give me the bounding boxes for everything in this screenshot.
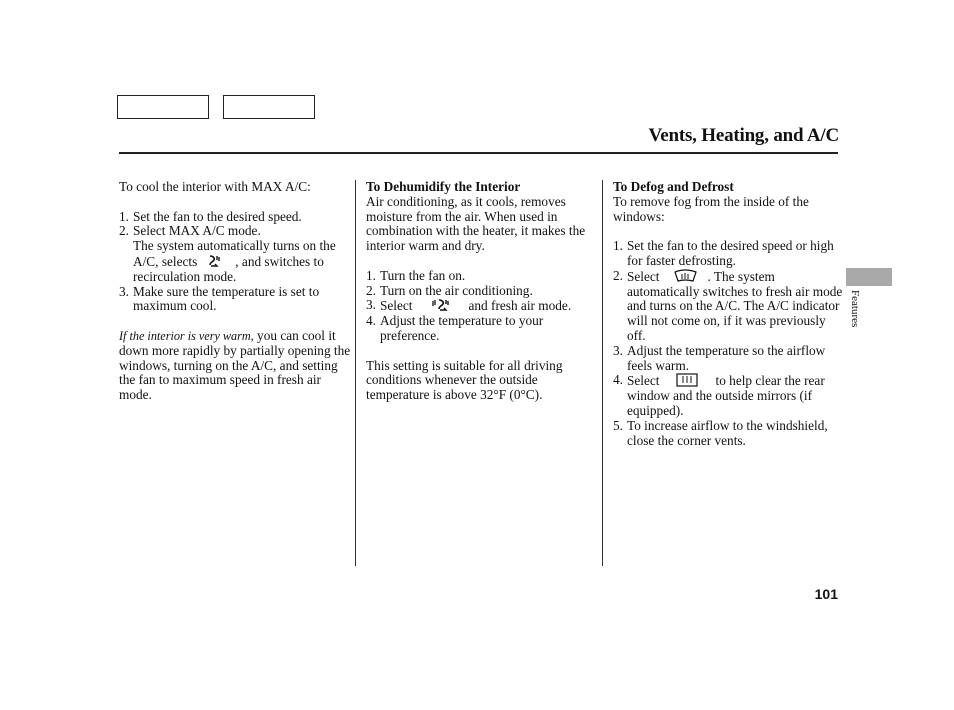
list-item: 5. To increase airflow to the windshield, close the corner vents. <box>613 417 828 448</box>
list-item: 2. Select MAX A/C mode. The system automatically turns on the A/C, selects , and switches to recirculation mode. <box>119 223 336 284</box>
defog-intro: To remove fog from the inside of the windows: <box>613 193 809 224</box>
column-divider <box>602 180 603 566</box>
list-item: 4. Adjust the temperature to your preference. <box>366 313 544 343</box>
section-tab[interactable] <box>846 268 892 286</box>
nav-next-box[interactable] <box>223 95 315 119</box>
nav-previous-box[interactable] <box>117 95 209 119</box>
defog-steps <box>613 239 845 448</box>
list-item: 3. Make sure the temperature is set to maximum cool. <box>119 283 320 314</box>
max-ac-tip: If the interior is very warm, you can cool it down more rapidly by partially opening the windows, turning on the A/C, and setting the fan to maximum speed in fresh air mode. <box>119 327 351 403</box>
defog-heading: To Defog and Defrost <box>613 179 734 194</box>
floor-defrost-mode-icon <box>427 298 457 312</box>
column-divider <box>355 180 356 566</box>
list-item: 2. Turn on the air conditioning. <box>366 282 533 298</box>
list-item: 4. Select to help clear the rear window and the outside mirrors (if equipped). <box>613 372 825 418</box>
dehumidify-steps <box>366 269 598 344</box>
column-dehumidify <box>366 180 598 403</box>
rear-window-defrost-icon <box>674 373 704 387</box>
list-item: 1. Set the fan to the desired speed or high for faster defrosting. <box>613 238 834 268</box>
dehumidify-intro: Air conditioning, as it cools, removes moisture from the air. When used in combination with the heater, it makes the interior warm and dry. <box>366 193 586 254</box>
list-item: 1. Turn the fan on. <box>366 267 466 283</box>
section-tab-label: Features <box>849 290 861 328</box>
column-defog <box>613 180 845 448</box>
page-title: Vents, Heating, and A/C <box>648 125 839 146</box>
max-ac-intro: To cool the interior with MAX A/C: <box>119 179 311 194</box>
floor-vent-mode-icon <box>201 254 231 268</box>
windshield-defrost-icon <box>672 269 702 283</box>
list-item: 1. Set the fan to the desired speed. <box>119 208 302 224</box>
list-item: 3. Select and fresh air mode. <box>366 297 572 314</box>
column-max-ac <box>119 180 351 403</box>
title-rule <box>119 152 838 154</box>
page-number: 101 <box>814 586 838 602</box>
list-item: 2. Select . The system automatically switches to fresh air mode and turns on the A/C. The A/C indicator will not come on, if it was previously off. <box>613 267 843 343</box>
max-ac-steps <box>119 210 351 315</box>
dehumidify-heading: To Dehumidify the Interior <box>366 179 521 194</box>
list-item: 3. Adjust the temperature so the airflow feels warm. <box>613 342 826 373</box>
dehumidify-note: This setting is suitable for all driving conditions whenever the outside temperature is above 32°F (0°C). <box>366 357 563 403</box>
